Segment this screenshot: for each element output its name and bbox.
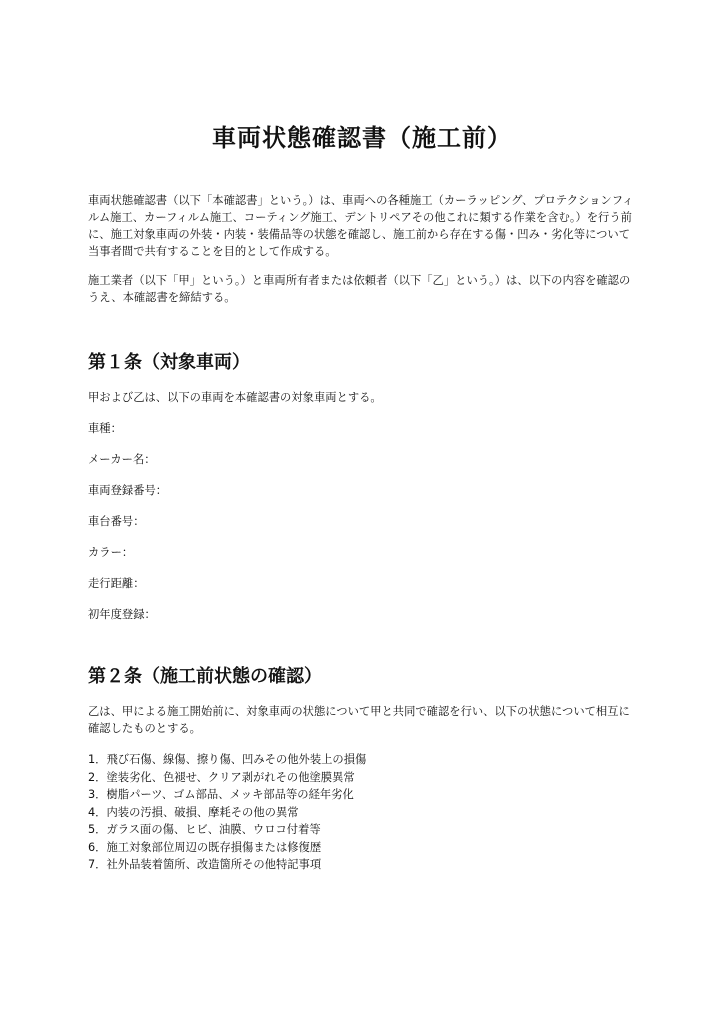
article-1-heading: 第１条（対象車両） bbox=[88, 352, 250, 373]
list-item: 7．社外品装着箇所、改造箇所その他特記事項 bbox=[88, 858, 322, 871]
article-2-heading: 第２条（施工前状態の確認） bbox=[88, 666, 322, 687]
article-1-body: 甲および乙は、以下の車両を本確認書の対象車両とする。 bbox=[88, 391, 382, 404]
list-item: 5．ガラス面の傷、ヒビ、油膜、ウロコ付着等 bbox=[88, 823, 321, 836]
list-item: 1．飛び石傷、線傷、擦り傷、凹みその他外装上の損傷 bbox=[88, 753, 367, 766]
list-item: 3．樹脂パーツ、ゴム部品、メッキ部品等の経年劣化 bbox=[88, 788, 354, 801]
article-2-body: 乙は、甲による施工開始前に、対象車両の状態について甲と共同で確認を行い、以下の状態について相互に確認したものとする。 bbox=[88, 705, 630, 735]
intro-paragraph-1: 車両状態確認書（以下「本確認書」という。）は、車両への各種施工（カーラッピング、プロテクションフィルム施工、カーフィルム施工、コーティング施工、デントリペアその他これに類する作業を含む。）を行う前に、施工対象車両の外装・内装・装備品等の状態を確認し、施工前から存在する傷・凹み・劣化等について当事者間で共有することを目的として作成する。 bbox=[88, 194, 634, 258]
registration-number-field: 車両登録番号： bbox=[88, 484, 168, 497]
vehicle-model-field: 車種： bbox=[88, 422, 122, 435]
manufacturer-field: メーカー名： bbox=[88, 453, 156, 466]
condition-list bbox=[88, 751, 640, 874]
document-title: 車両状態確認書（施工前） bbox=[212, 124, 512, 152]
color-field: カラー： bbox=[88, 546, 134, 559]
chassis-number-field: 車台番号： bbox=[88, 515, 145, 528]
list-item: 2．塗装劣化、色褪せ、クリア剥がれその他塗膜異常 bbox=[88, 770, 355, 784]
list-item: 4．内装の汚損、破損、摩耗その他の異常 bbox=[88, 805, 299, 819]
list-item: 6．施工対象部位周辺の既存損傷または修復歴 bbox=[88, 840, 322, 854]
first-registration-field: 初年度登録： bbox=[88, 608, 156, 621]
intro-paragraph-2: 施工業者（以下「甲」という。）と車両所有者または依頼者（以下「乙」という。）は、以下の内容を確認のうえ、本確認書を締結する。 bbox=[88, 274, 631, 304]
mileage-field: 走行距離： bbox=[88, 577, 145, 590]
document-body bbox=[88, 192, 640, 874]
